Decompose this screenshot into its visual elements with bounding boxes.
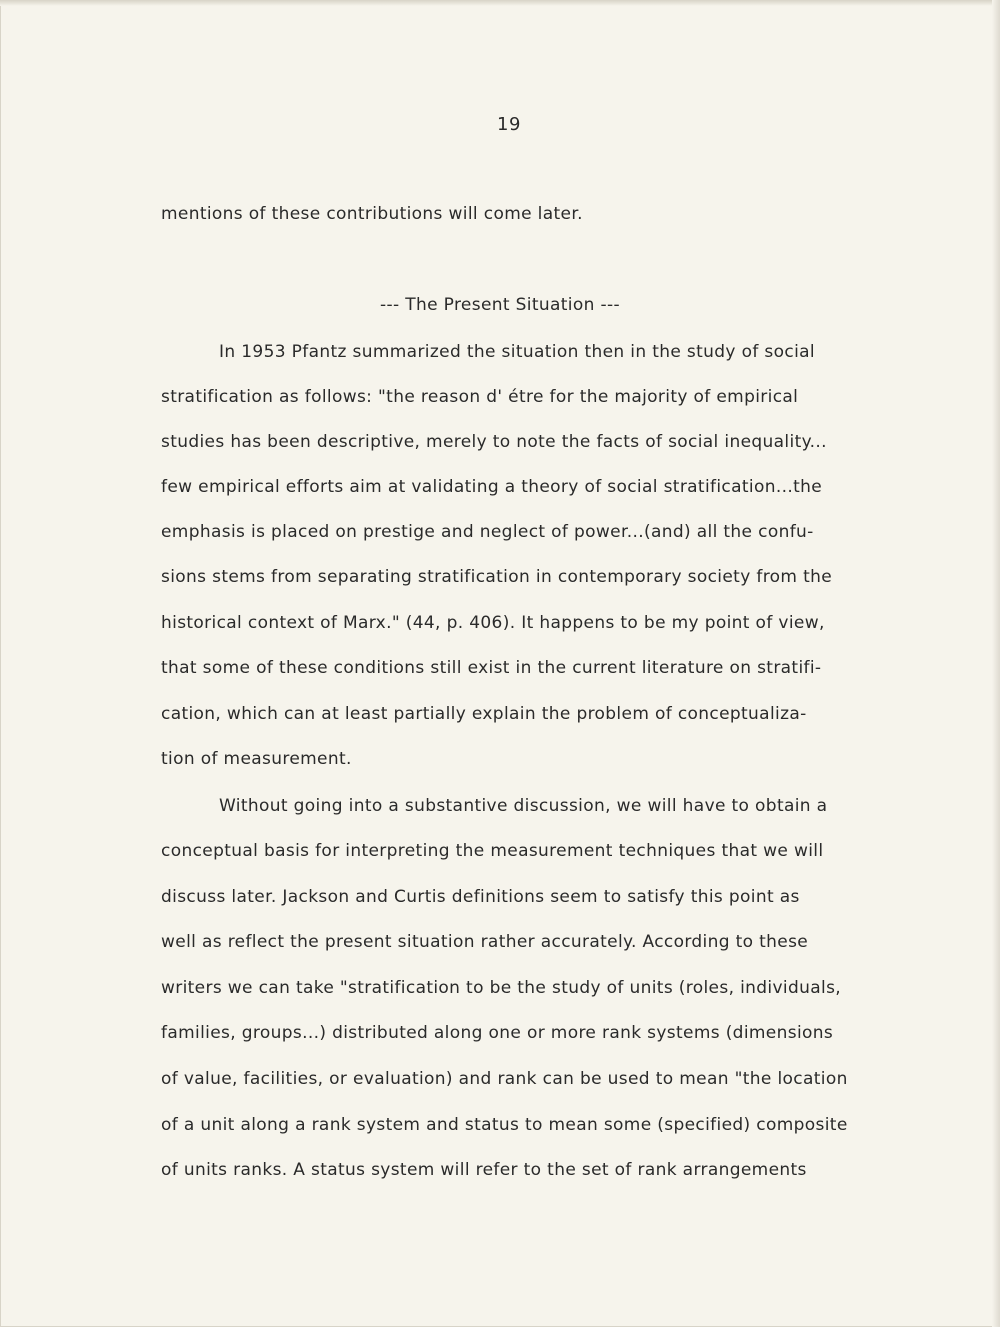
paragraph-1-line-6: sions stems from separating stratification in contemporary society from the bbox=[161, 567, 833, 587]
paragraph-1-line-7: historical context of Marx." (44, p. 406). It happens to be my point of view, bbox=[161, 613, 825, 633]
paragraph-2-line-4: well as reflect the present situation rather accurately. According to these bbox=[161, 932, 809, 952]
paragraph-2-line-9: of units ranks. A status system will refer to the set of rank arrangements bbox=[161, 1160, 807, 1180]
section-heading: --- The Present Situation --- bbox=[380, 295, 620, 315]
paragraph-1-line-1: In 1953 Pfantz summarized the situation then in the study of social bbox=[219, 342, 815, 362]
paragraph-1-line-2: stratification as follows: "the reason d' étre for the majority of empirical bbox=[161, 387, 799, 407]
text-line-intro: mentions of these contributions will come later. bbox=[161, 204, 583, 224]
paragraph-2-line-2: conceptual basis for interpreting the measurement techniques that we will bbox=[161, 841, 824, 861]
paragraph-1-line-3: studies has been descriptive, merely to note the facts of social inequality... bbox=[161, 432, 827, 452]
paragraph-2-line-6: families, groups...) distributed along one or more rank systems (dimensions bbox=[161, 1023, 834, 1043]
paragraph-1-line-8: that some of these conditions still exist in the current literature on stratifi- bbox=[161, 658, 822, 678]
paragraph-2-line-5: writers we can take "stratification to be the study of units (roles, individuals, bbox=[161, 978, 842, 998]
paragraph-1-line-10: tion of measurement. bbox=[161, 749, 352, 769]
paragraph-2-line-1: Without going into a substantive discussion, we will have to obtain a bbox=[219, 796, 828, 816]
paragraph-1-line-4: few empirical efforts aim at validating a theory of social stratification...the bbox=[161, 477, 823, 497]
paragraph-1-line-9: cation, which can at least partially explain the problem of conceptualiza- bbox=[161, 704, 807, 724]
paragraph-1-line-5: emphasis is placed on prestige and neglect of power...(and) all the confu- bbox=[161, 522, 814, 542]
page-right-edge bbox=[992, 0, 1000, 1327]
paragraph-2-line-8: of a unit along a rank system and status to mean some (specified) composite bbox=[161, 1115, 848, 1135]
paragraph-2-line-3: discuss later. Jackson and Curtis definitions seem to satisfy this point as bbox=[161, 887, 800, 907]
paragraph-2-line-7: of value, facilities, or evaluation) and rank can be used to mean "the location bbox=[161, 1069, 848, 1089]
page-top-edge bbox=[0, 0, 1000, 6]
page-number: 19 bbox=[497, 114, 521, 135]
